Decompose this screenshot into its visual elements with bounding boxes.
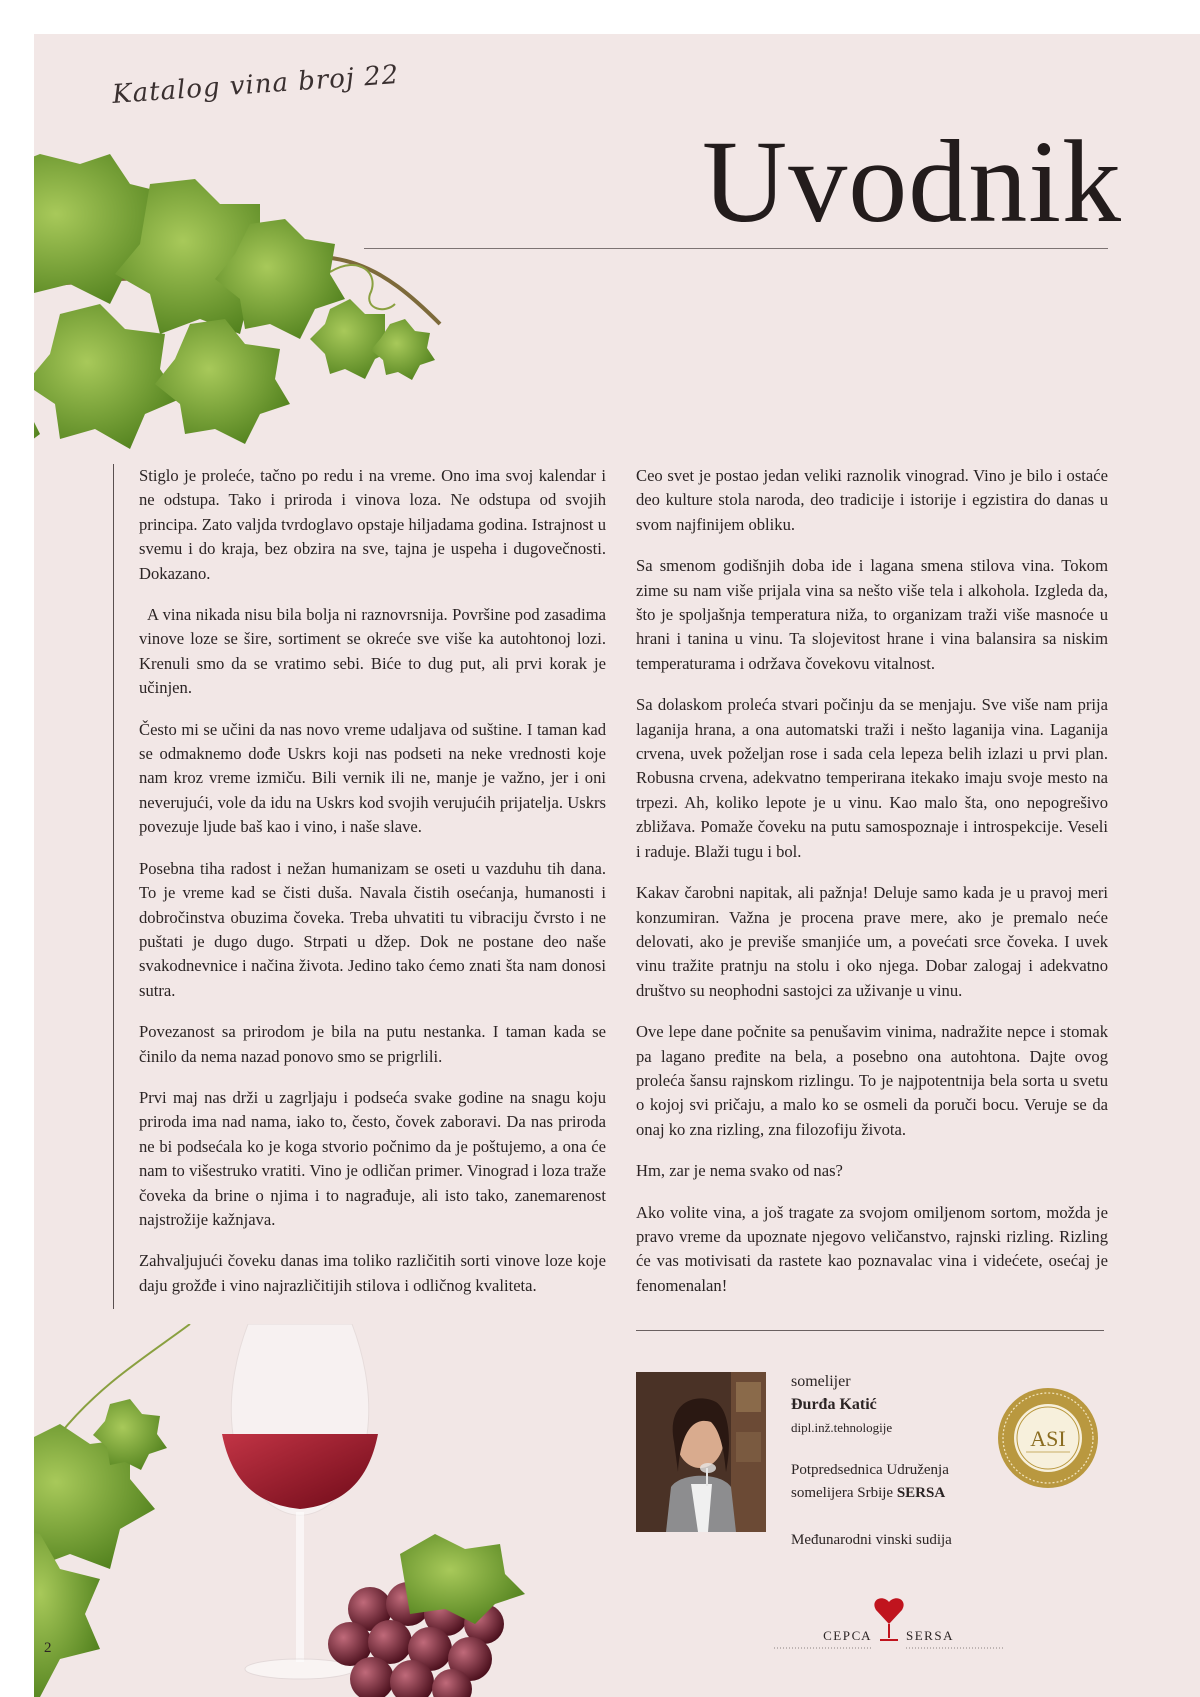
- author-degree: dipl.inž.tehnologije: [791, 1420, 893, 1435]
- author-judge-title: Međunarodni vinski sudija: [791, 1532, 952, 1548]
- asi-badge-logo: [996, 1386, 1100, 1490]
- article-paragraph: Hm, zar je nema svako od nas?: [636, 1161, 843, 1181]
- article-paragraph: Posebna tiha radost i nežan humanizam se oseti u vazduhu tih dana. To je vreme kad se čisti duša. Navala čistih osećanja, humanosti i dobročinstva obuzima čoveka. Treba uhvatiti tu vibraciju čvrsto i ne puštati je dugo dugo. Strpati u džep. Dok ne postane deo naše svakodnevnice i načina života. Jedino tako ćemo znati šta nam donosi sutra.: [139, 858, 606, 1000]
- article-paragraph: Prvi maj nas drži u zagrljaju i podseća svake godine na snagu koju priroda ima nad nama, iako to, često, čovek zaboravi. Da nas priroda ne bi podsećala ko je koga stvorio počnimo da je poštujemo, a ona će nam to višestruko vratiti. Vino je odličan primer. Vinograd i loza traže čoveka da brine o njima i to nagrađuje, ali isto tako, zanemarenost najstrožije kažnjava.: [139, 1087, 606, 1229]
- article-paragraph: Ako volite vina, a još tragate za svojom omiljenom sortom, možda je pravo vreme da upoznate njegovo veličanstvo, rajnski rizling. Rizling će vas motivisati da rastete kao poznavalac vina i videćete, osećaj je fenomenalan!: [636, 1202, 1108, 1295]
- asi-badge-text: ASI: [1030, 1426, 1066, 1451]
- logo-text-left: СЕРСА: [823, 1628, 872, 1643]
- author-position-line2: somelijera Srbije: [791, 1485, 897, 1501]
- article-paragraph: Povezanost sa prirodom je bila na putu nestanka. I taman kada se činilo da nema nazad ponovo smo se prigrlili.: [139, 1022, 606, 1066]
- article-paragraph: Često mi se učini da nas novo vreme udaljava od suštine. I taman kad se odmaknemo dođe Uskrs koji nas podseti na neke vrednosti koje nam kroz vreme izmiču. Bili vernik ili ne, manje je važno, jer i oni neverujući, vole da idu na Uskrs kod svojih verujućih prijatelja. Uskrs povezuje ljude baš kao i vino, i naše slave.: [139, 719, 606, 837]
- page-title: Uvodnik: [702, 116, 1122, 247]
- author-organization: SERSA: [896, 1485, 946, 1501]
- article-paragraph: Stiglo je proleće, tačno po redu i na vreme. Ono ima svoj kalendar i ne odstupa. Tako i priroda i vinova loza. Ne odstupa od svojih principa. Zato valjda tvrdoglavo opstaje hiljadama godina. Istrajnost u svemu i do kraja, bez obzira na sve, tajna je uspeha i dugovečnosti. Dokazano.: [139, 466, 606, 583]
- page: [34, 34, 1200, 1697]
- left-column-rule: [113, 464, 114, 1309]
- author-signature: [791, 1370, 981, 1552]
- catalog-label: Katalog vina broj 22: [111, 60, 401, 110]
- article-paragraph: Ove lepe dane počnite sa penušavim vinima, nadražite nepce i stomak pa lagano pređite na bela, a posebno ona autohtona. Dajte ovog proleća šansu rajnskom rizlingu. To je najpotentnija bela sorta u svetu o kojoj svi pričaju, a malo ko se osmeli da poruči bocu. Veruje se da onaj ko zna rizling, zna filozofiju života.: [636, 1022, 1108, 1139]
- logo-text-right: SERSA: [906, 1628, 954, 1643]
- article-paragraph: A vina nikada nisu bila bolja ni raznovrsnija. Površine pod zasadima vinove loze se šire, sortiment se okreće sve više ka autohtonoj lozi. Krenuli smo da se vratimo sebi. Biće to dug put, ali prvi korak je učinjen.: [139, 605, 606, 698]
- grape-leaves-top-illustration: [34, 144, 470, 474]
- article-paragraph: Kakav čarobni napitak, ali pažnja! Deluje samo kada je u pravoj meri konzumiran. Važna je procena prave mere, ako je premalo neće delovati, ako je previše smanjiće um, a povećati srce čoveka. I uvek vinu tražite pratnju na stolu i oko njega. Dobar zalogaj i adekvatno društvo su neophodni sastojci za uživanje u vinu.: [636, 883, 1108, 1000]
- wine-glass-grapes-illustration: [34, 1324, 560, 1697]
- sersa-logo: [754, 1594, 1024, 1654]
- author-position-line1: Potpredsednica Udruženja: [791, 1462, 949, 1478]
- article-paragraph: Ceo svet je postao jedan veliki raznolik vinograd. Vino je bilo i ostaće deo kulture stola naroda, deo tradicije i istorije i egzistira do danas u svom najfinijem obliku.: [636, 466, 1108, 534]
- article-paragraph: Sa smenom godišnjih doba ide i lagana smena stilova vina. Tokom zime su nam više prijala vina sa nešto više tela i alkohola. Izgleda da, što je spoljašnja temperatura niža, to organizam traži više masnoće u hrani i tanina u vinu. Ta slojevitost hrane i vina balansira sa niskim temperaturama i održava čovekovu vitalnost.: [636, 556, 1108, 673]
- author-position: [791, 1459, 981, 1505]
- author-photo: [636, 1372, 766, 1532]
- article-paragraph: Zahvaljujući čoveku danas ima toliko različitih sorti vinove loze koje daju grožđe i vino najrazličitijih stilova i odličnog kvaliteta.: [139, 1251, 606, 1295]
- author-name: Đurđa Katić: [791, 1396, 877, 1413]
- article-right-column: [636, 464, 1108, 1315]
- signature-divider: [636, 1330, 1104, 1331]
- article-paragraph: Sa dolaskom proleća stvari počinju da se menjaju. Sve više nam prija laganija hrana, a ona automatski traži i nešto laganija vina. Laganija crvena, uvek poželjan rose i sada cela lepeza belih izlazi u prvi plan. Robusna crvena, adekvatno temperirana itekako imaju svoje mesto na trpezi. Ah, koliko lepote je u vinu. Kao malo šta, ono nepogrešivo zbližava. Pomaže čoveku na putu samospoznaje i introspekcije. Veseli i raduje. Blaži tugu i bol.: [636, 695, 1108, 861]
- author-role: somelijer: [791, 1373, 851, 1390]
- title-divider: [364, 248, 1108, 249]
- page-number: 2: [44, 1640, 52, 1656]
- article-left-column: [139, 464, 606, 1315]
